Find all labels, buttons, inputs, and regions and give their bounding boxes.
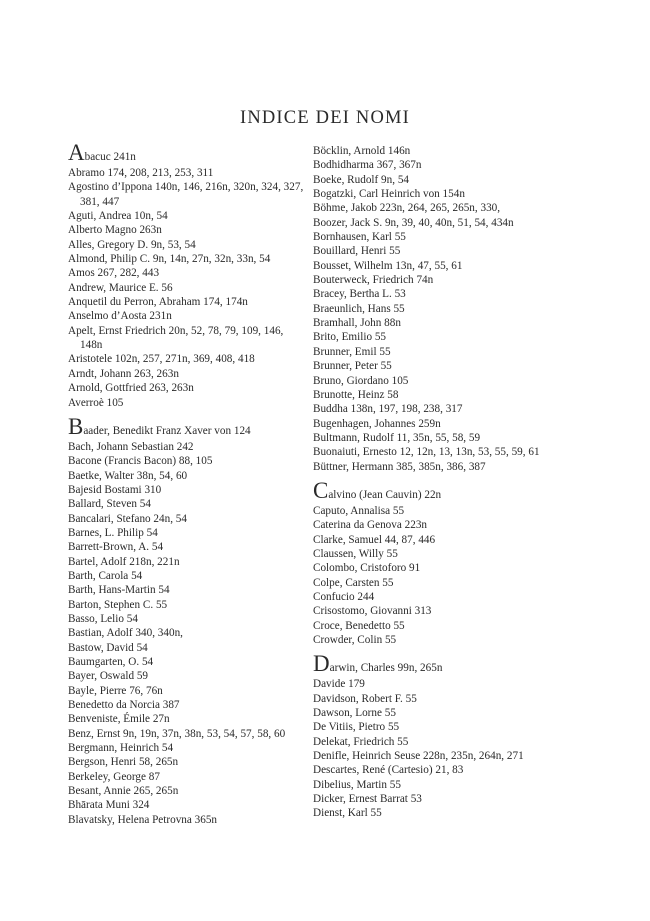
index-entry: Caputo, Annalisa 55 [313,504,405,517]
index-entry: Bodhidharma 367, 367n [313,159,422,172]
index-entry [313,477,558,504]
index-entry: Colpe, Carsten 55 [313,576,394,589]
index-entry: Bergson, Henri 58, 265n [68,756,179,769]
index-entry: Barrett-Brown, A. 54 [68,541,164,554]
index-entry: Aguti, Andrea 10n, 54 [68,210,168,223]
index-entry: Davidson, Robert F. 55 [313,692,417,705]
index-entry: Colombo, Cristoforo 91 [313,562,421,575]
index-entry: Davide 179 [313,678,365,691]
index-entry: Alles, Gregory D. 9n, 53, 54 [68,238,196,251]
index-entry: Bancalari, Stefano 24n, 54 [68,512,187,525]
index-entry: Bornhausen, Karl 55 [313,231,406,244]
index-entry: Barton, Stephen C. 55 [68,598,168,611]
index-entry: Barth, Carola 54 [68,569,143,582]
index-entry: Bouterweck, Friedrich 74n [313,274,434,287]
index-entry: Baetke, Walter 38n, 54, 60 [68,469,188,482]
index-entry: Benz, Ernst 9n, 19n, 37n, 38n, 53, 54, 57, 58, 60 [68,727,286,740]
index-entry: Anquetil du Perron, Abraham 174, 174n [68,296,248,309]
index-section-d [313,651,558,820]
index-entry: Crisostomo, Giovanni 313 [313,605,432,618]
index-entry: Bhārata Muni 324 [68,799,150,812]
index-entry: Brunner, Peter 55 [313,360,392,373]
index-entry: Büttner, Hermann 385, 385n, 386, 387 [313,460,486,473]
section-letter: A [68,140,85,165]
index-entry: Dienst, Karl 55 [313,807,382,820]
index-entry: Arnold, Gottfried 263, 263n [68,382,194,395]
index-entry: Bayle, Pierre 76, 76n [68,684,163,697]
index-section-continued [313,144,558,474]
index-entry: Amos 267, 282, 443 [68,267,160,280]
section-letter: C [313,477,329,503]
index-entry: Bartel, Adolf 218n, 221n [68,555,180,568]
index-entry [68,140,304,166]
index-entry: Boozer, Jack S. 9n, 39, 40, 40n, 51, 54, 434n [313,216,514,229]
index-entry: Brunner, Emil 55 [313,345,391,358]
index-column-right [313,144,558,821]
index-entry-text: alvino (Jean Cauvin) 22n [328,488,442,501]
index-entry: Bouillard, Henri 55 [313,245,401,258]
index-entry: Dawson, Lorne 55 [313,707,396,720]
index-entry: Arndt, Johann 263, 263n [68,367,179,380]
index-entry: Agostino d’Ippona 140n, 146, 216n, 320n, 324, 327, 381, 447 [68,181,304,208]
page-title: INDICE DEI NOMI [239,108,411,128]
index-entry-text: arwin, Charles 99n, 265n [329,662,443,675]
index-entry: Brito, Emilio 55 [313,331,387,344]
index-entry: Abramo 174, 208, 213, 253, 311 [68,167,214,179]
section-letter: D [313,651,330,677]
index-entry: Bergmann, Heinrich 54 [68,742,174,755]
index-entry: Bugenhagen, Johannes 259n [313,417,441,430]
index-entry-text: aader, Benedikt Franz Xaver von 124 [83,424,251,437]
index-entry-text: bacuc 241n [84,151,136,163]
index-entry: Bultmann, Rudolf 11, 35n, 55, 58, 59 [313,431,481,444]
index-section-a [68,140,304,410]
index-entry: Bruno, Giordano 105 [313,374,409,387]
index-entry: Blavatsky, Helena Petrovna 365n [68,813,218,826]
index-entry: Croce, Benedetto 55 [313,619,405,632]
index-entry [68,413,304,440]
index-entry: Böhme, Jakob 223n, 264, 265, 265n, 330, [313,202,501,215]
index-entry: Apelt, Ernst Friedrich 20n, 52, 78, 79, 109, 146, 148n [68,324,284,352]
index-entry: Benedetto da Norcia 387 [68,699,180,712]
index-entry: Bacone (Francis Bacon) 88, 105 [68,455,213,468]
index-column-left [68,140,304,827]
index-entry: Caterina da Genova 223n [313,519,428,532]
index-entry: Anselmo d’Aosta 231n [68,310,172,323]
index-entry: Buonaiuti, Ernesto 12, 12n, 13, 13n, 53, 55, 59, 61 [313,446,540,459]
index-entry: Alberto Magno 263n [68,224,162,237]
index-section-c [313,477,558,647]
index-entry: Bastian, Adolf 340, 340n, [68,627,183,640]
index-entry: Basso, Lelio 54 [68,612,138,625]
index-entry: Brunotte, Heinz 58 [313,388,399,401]
index-entry: Claussen, Willy 55 [313,547,398,560]
index-entry: Böcklin, Arnold 146n [313,145,411,157]
index-entry: Ballard, Steven 54 [68,498,151,511]
index-entry: Bousset, Wilhelm 13n, 47, 55, 61 [313,259,463,272]
index-entry: De Vitiis, Pietro 55 [313,721,400,734]
index-entry: Averroè 105 [68,396,124,409]
index-entry: Baumgarten, O. 54 [68,656,154,668]
index-entry: Barnes, L. Philip 54 [68,526,158,539]
index-entry: Bramhall, John 88n [313,317,401,330]
index-entry: Clarke, Samuel 44, 87, 446 [313,533,436,546]
index-entry: Besant, Annie 265, 265n [68,785,179,798]
index-entry: Benveniste, Émile 27n [68,713,170,726]
index-entry: Confucio 244 [313,590,375,603]
index-entry: Bracey, Bertha L. 53 [313,288,406,301]
index-entry [313,651,558,677]
index-entry: Buddha 138n, 197, 198, 238, 317 [313,403,463,416]
index-entry: Dicker, Ernest Barrat 53 [313,793,422,806]
index-entry: Crowder, Colin 55 [313,634,397,646]
index-entry: Almond, Philip C. 9n, 14n, 27n, 32n, 33n, 54 [68,253,271,266]
index-entry: Bastow, David 54 [68,641,148,654]
index-entry: Braeunlich, Hans 55 [313,302,405,315]
index-entry: Bayer, Oswald 59 [68,670,149,683]
index-entry: Denifle, Heinrich Seuse 228n, 235n, 264n, 271 [313,750,524,763]
index-entry: Aristotele 102n, 257, 271n, 369, 408, 418 [68,353,255,366]
index-entry: Dibelius, Martin 55 [313,778,401,791]
index-entry: Barth, Hans-Martin 54 [68,584,170,597]
index-entry: Bajesid Bostami 310 [68,483,162,496]
section-letter: B [68,413,84,439]
index-entry: Delekat, Friedrich 55 [313,735,409,748]
index-entry: Boeke, Rudolf 9n, 54 [313,173,410,186]
index-entry: Andrew, Maurice E. 56 [68,281,173,294]
index-entry: Descartes, René (Cartesio) 21, 83 [313,764,464,777]
index-entry: Bogatzki, Carl Heinrich von 154n [313,188,465,201]
index-entry: Bach, Johann Sebastian 242 [68,440,194,453]
index-entry: Berkeley, George 87 [68,770,160,783]
index-section-b [68,413,304,827]
